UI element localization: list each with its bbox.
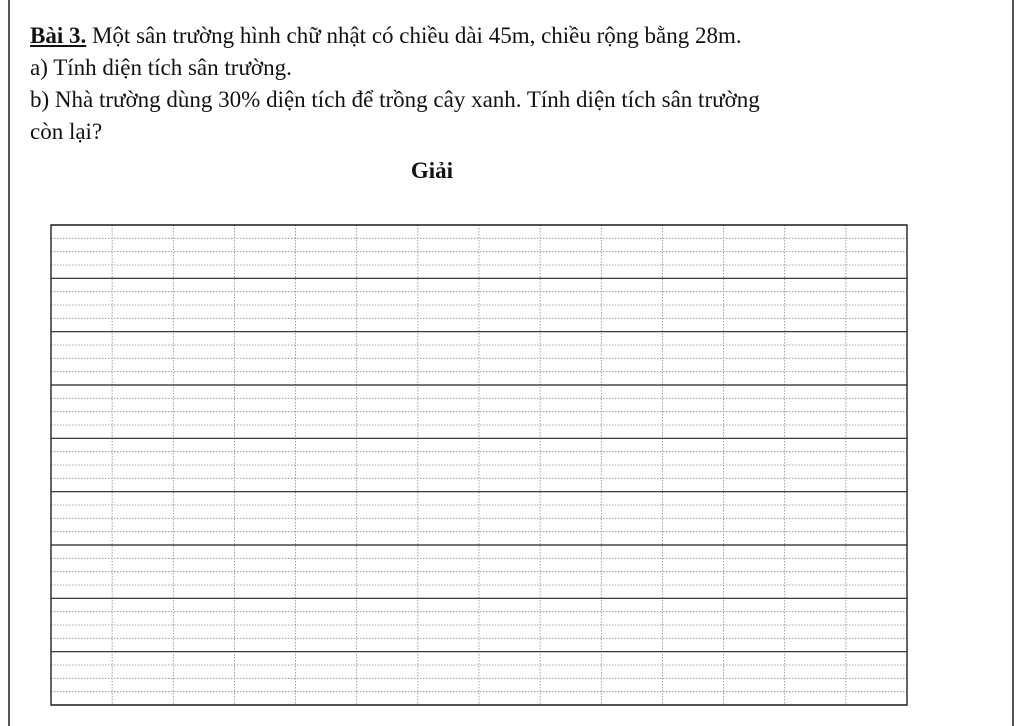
question-a: a) Tính diện tích sân trường. bbox=[30, 55, 292, 80]
page-border-left bbox=[8, 0, 10, 726]
problem-label: Bài 3. bbox=[30, 23, 87, 48]
page-border-right bbox=[1012, 0, 1014, 726]
question-b-line-1: b) Nhà trường dùng 30% diện tích để trồng cây xanh. Tính diện tích sân trường bbox=[30, 87, 760, 112]
solution-heading: Giải bbox=[410, 158, 454, 183]
question-b-line-2: còn lại? bbox=[30, 119, 103, 144]
problem-statement bbox=[30, 20, 990, 52]
problem-statement-text: Một sân trường hình chữ nhật có chiều dài 45m, chiều rộng bằng 28m. bbox=[86, 23, 742, 48]
problem-text bbox=[30, 20, 990, 148]
answer-grid[interactable] bbox=[50, 224, 910, 708]
